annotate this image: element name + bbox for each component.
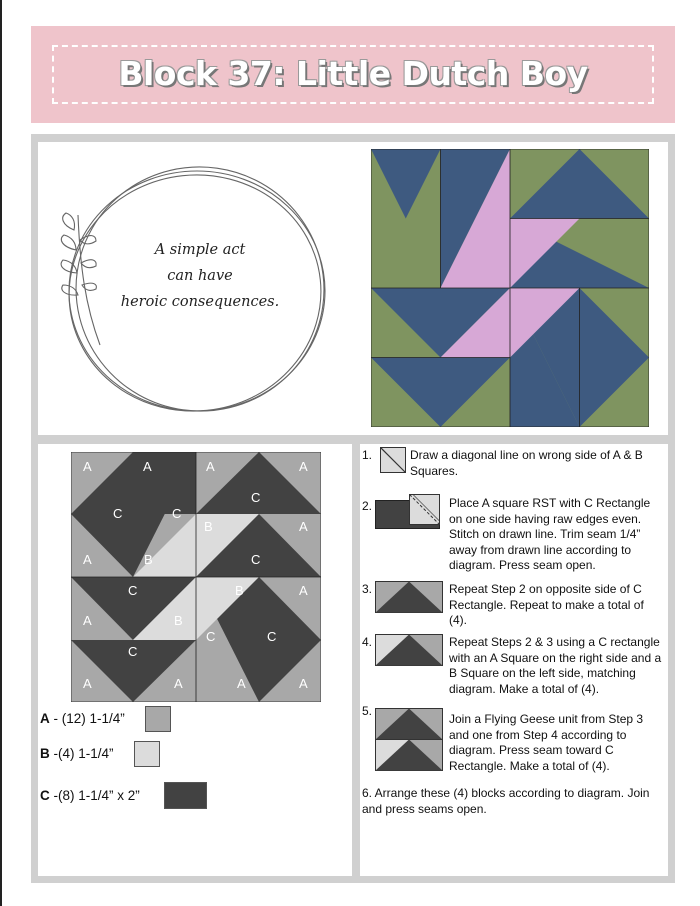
requirement-a [40,711,125,726]
label-c: C [267,629,277,644]
step-5-text: Join a Flying Geese unit from Step 3 and one from Step 4 according to diagram. Press seam toward C Rectangle. Make a total of (4). [449,712,644,773]
label-a: A [83,676,92,691]
requirement-letter: A [40,711,50,726]
flying-geese-a-icon [375,581,443,613]
label-c: C [172,506,182,521]
swatch-c [164,782,207,809]
stacked-geese-icon [375,708,443,771]
title-banner [31,26,675,123]
label-a: A [83,552,92,567]
step-number: 3. [362,582,373,596]
step-number: 5. [362,704,373,718]
requirement-text: -(4) 1-1/4” [49,746,114,761]
step-number: 4. [362,635,373,649]
step-3-text: Repeat Step 2 on opposite side of C Rectangle. Repeat to make a total of (4). [449,582,644,627]
label-b: B [174,613,183,628]
label-a: A [206,459,215,474]
block-assembly-diagram [71,452,321,702]
label-c: C [206,629,216,644]
swatch-b [134,741,160,767]
diagonal-line-square-icon [380,447,406,473]
label-a: A [174,676,183,691]
label-a: A [299,519,308,534]
quote-line-2: can have [167,268,233,284]
step-1-text: Draw a diagonal line on wrong side of A & B Squares. [410,448,643,478]
step-4-text: Repeat Steps 2 & 3 using a C rectangle with an A Square on the right side and a B Square on the left side, matching diagram. Make a total of (4). [449,635,662,696]
step-number: 2. [362,499,373,513]
square-on-rectangle-icon [375,494,441,530]
label-a: A [83,613,92,628]
requirement-b [40,746,114,761]
step-number: 1. [362,448,373,462]
label-b: B [204,519,213,534]
label-a: A [143,459,152,474]
label-b: B [235,583,244,598]
label-c: C [251,552,261,567]
requirement-letter: C [40,788,50,803]
flying-geese-b-icon [375,634,443,666]
quote-line-3: heroic consequences. [120,294,280,310]
quote-line-1: A simple act [154,242,246,258]
step-2-text: Place A square RST with C Rectangle on one side having raw edges even. Stitch on drawn line. Trim seam 1/4” away from drawn line according to diagram. Press seam open. [449,496,651,572]
requirement-letter: B [40,746,50,761]
label-b: B [144,552,153,567]
quote-text [110,237,290,315]
label-a: A [237,676,246,691]
label-c: C [113,506,123,521]
requirement-text: - (12) 1-1/4” [49,711,125,726]
label-a: A [299,583,308,598]
requirement-c [40,788,140,803]
page-title: Block 37: Little Dutch Boy [118,54,588,93]
label-a: A [83,459,92,474]
step-6-text: 6. Arrange these (4) blocks according to diagram. Join and press seams open. [362,786,650,816]
requirement-text: -(8) 1-1/4” x 2” [49,788,140,803]
label-c: C [128,644,138,659]
label-c: C [128,583,138,598]
label-a: A [299,676,308,691]
swatch-a [145,706,171,732]
finished-block-image [371,149,649,427]
label-c: C [251,490,261,505]
page-edge-line [0,0,2,906]
label-a: A [299,459,308,474]
